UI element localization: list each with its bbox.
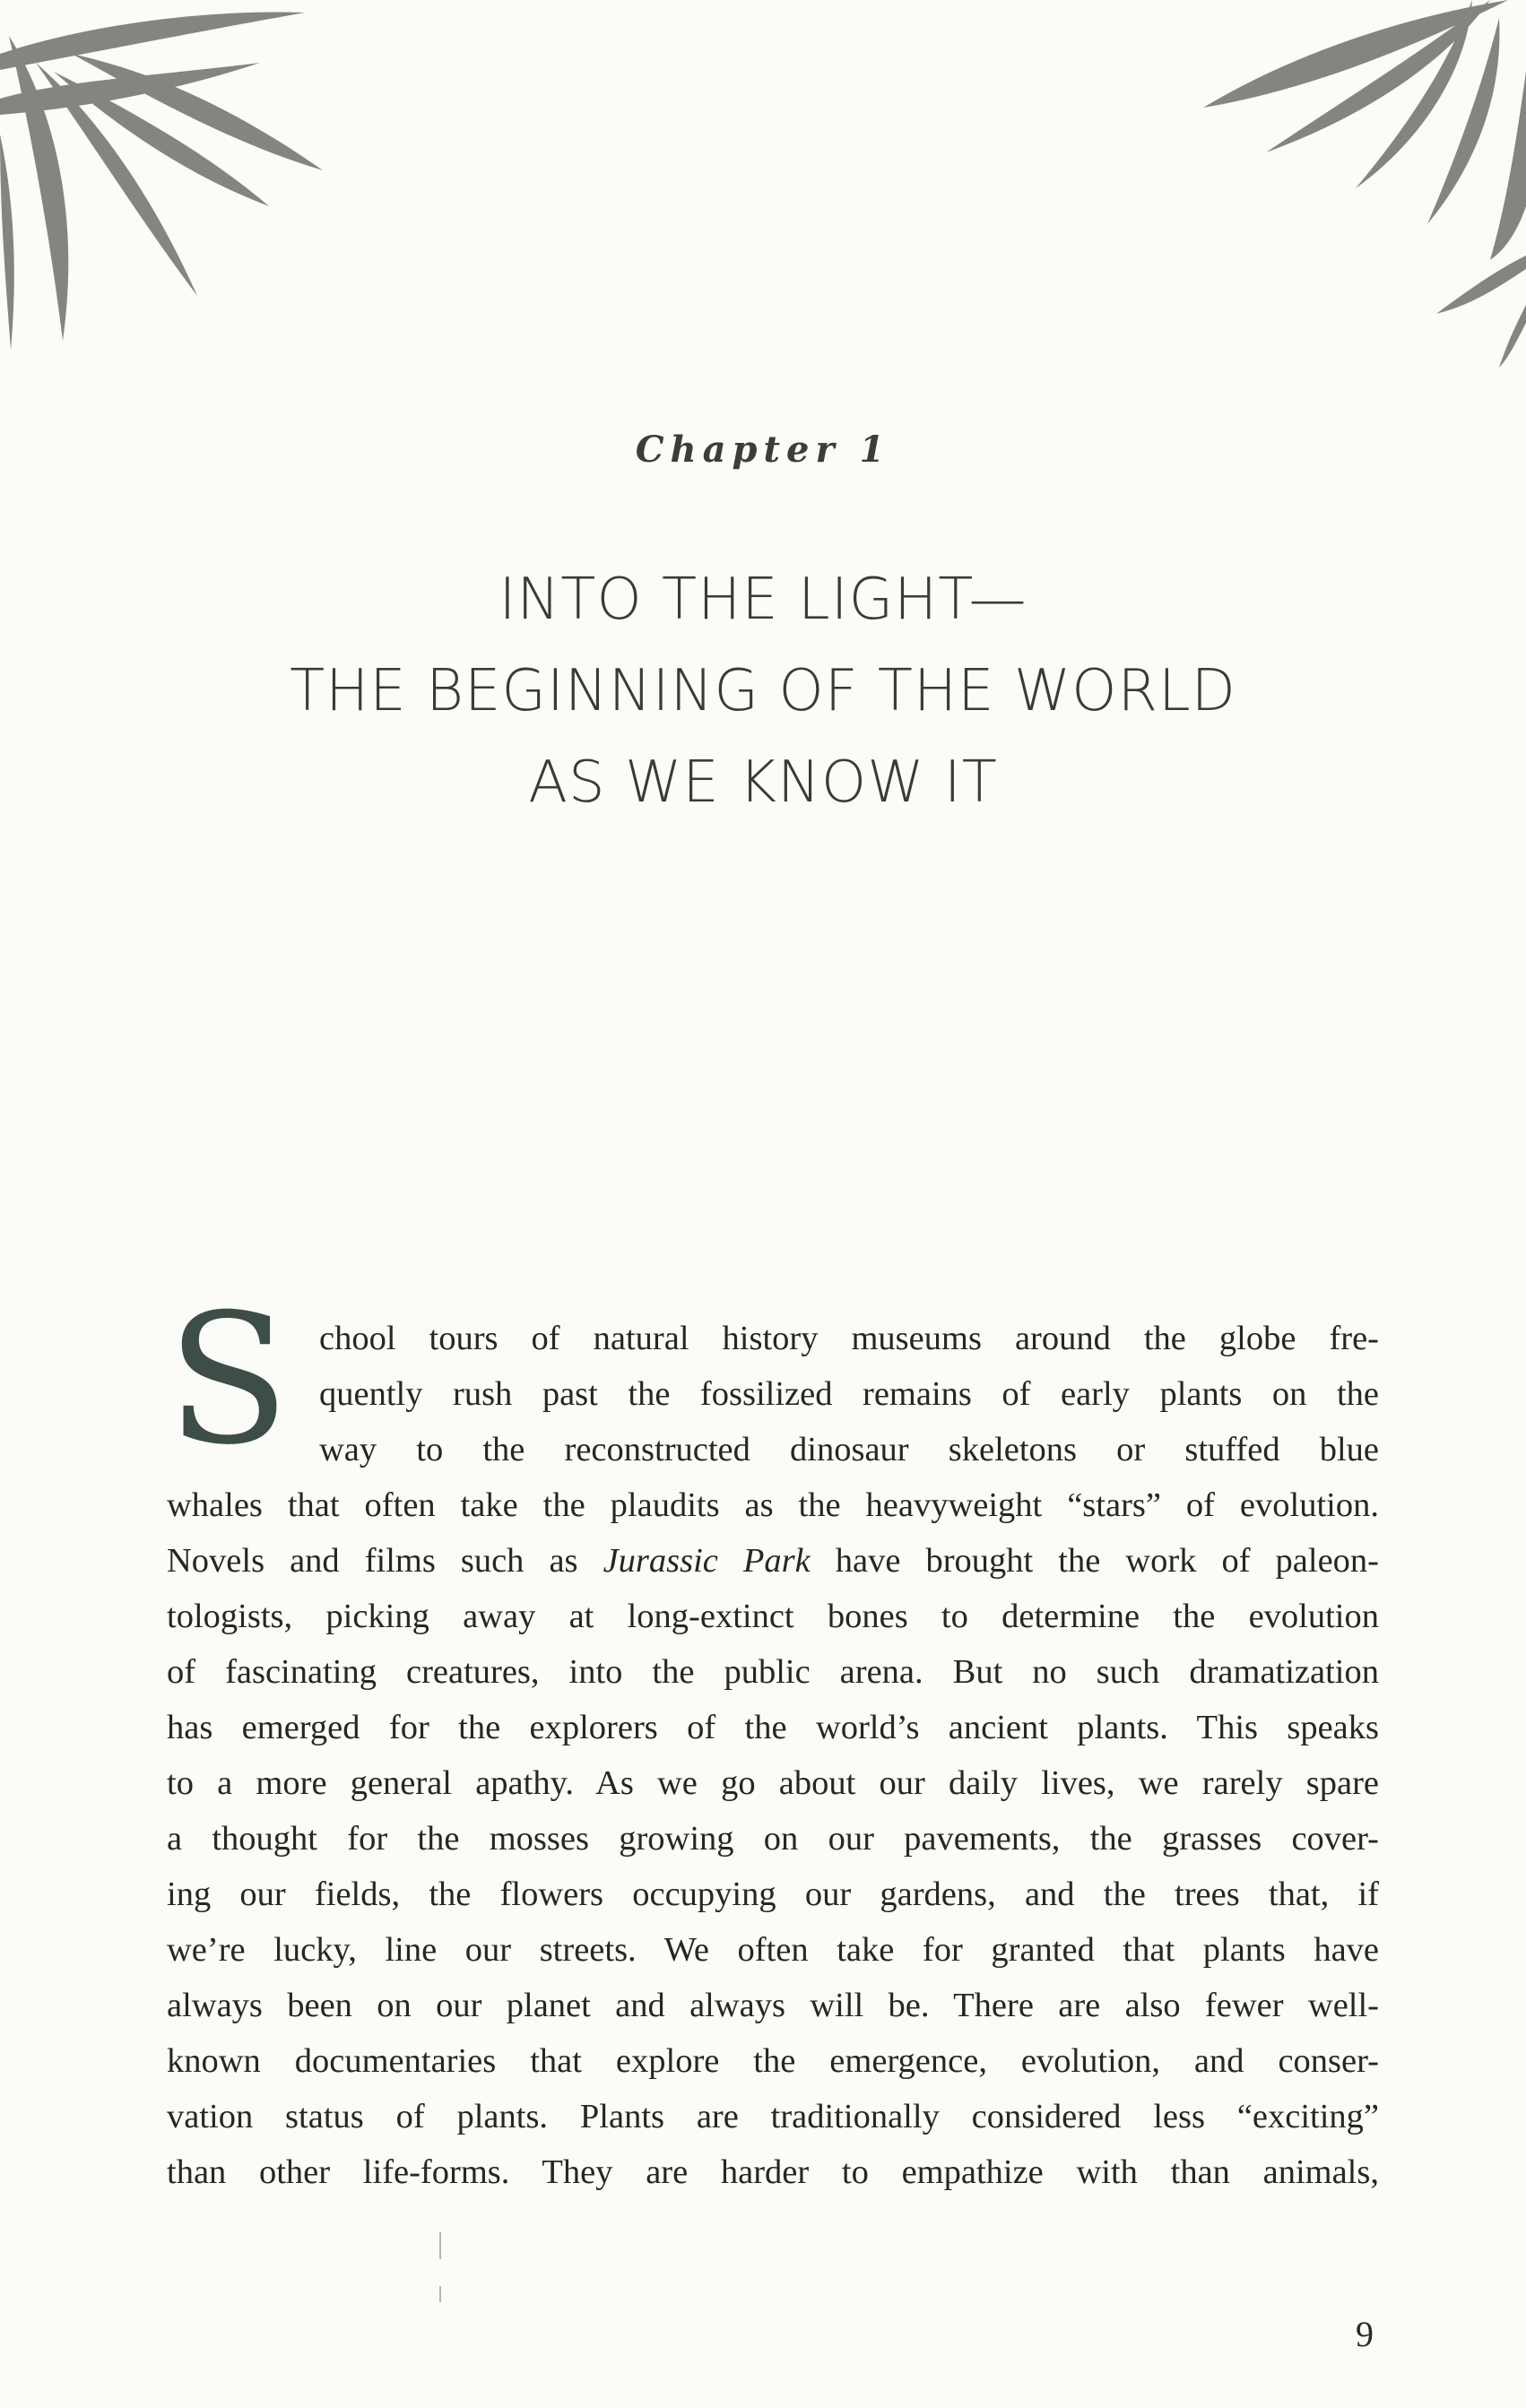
body-line-7: of fascinating creatures, into the public arena. But no such dramatization (167, 1653, 1379, 1691)
body-line-6: tologists, picking away at long-extinct bones to determine the evolution (167, 1598, 1379, 1635)
chapter-title-line-2: THE BEGINNING OF THE WORLD (290, 658, 1236, 724)
palm-leaves-top-left-illustration (0, 0, 341, 377)
body-line-5 (167, 1533, 1379, 1589)
chapter-title-line-1: INTO THE LIGHT— (499, 567, 1027, 633)
chapter-title-line-3: AS WE KNOW IT (528, 749, 998, 816)
drop-cap: S (167, 1276, 290, 1485)
body-line-1: chool tours of natural history museums around the globe fre- (319, 1320, 1379, 1357)
body-line-15: vation status of plants. Plants are traditionally considered less “exciting” (167, 2098, 1379, 2135)
body-line-14: known documentaries that explore the emergence, evolution, and conser- (167, 2042, 1379, 2080)
body-line-13: always been on our planet and always will be. There are also fewer well- (167, 1987, 1379, 2024)
chapter-label: Chapter 1 (635, 429, 891, 471)
body-line-8: has emerged for the explorers of the world’s ancient plants. This speaks (167, 1709, 1379, 1746)
body-line-11: ing our fields, the flowers occupying our gardens, and the trees that, if (167, 1875, 1379, 1913)
body-line-12: we’re lucky, line our streets. We often take for granted that plants have (167, 1931, 1379, 1969)
palm-leaves-top-right-illustration (1131, 0, 1526, 377)
scan-artifact-mark (439, 2286, 441, 2302)
body-line-5-start: Novels and films such as (167, 1542, 603, 1580)
body-line-2: quently rush past the fossilized remains of early plants on the (319, 1375, 1379, 1413)
body-line-9: to a more general apathy. As we go about our daily lives, we rarely spare (167, 1764, 1379, 1802)
body-line-5-end: have brought the work of paleon- (810, 1542, 1379, 1580)
body-line-10: a thought for the mosses growing on our pavements, the grasses cover- (167, 1820, 1379, 1858)
body-line-3: way to the reconstructed dinosaur skeletons or stuffed blue (319, 1431, 1379, 1468)
chapter-title (179, 554, 1347, 828)
page-number: 9 (1356, 2314, 1374, 2354)
scan-artifact-mark (439, 2232, 441, 2259)
book-title-italic: Jurassic Park (603, 1542, 811, 1580)
body-line-4: whales that often take the plaudits as the heavyweight “stars” of evolution. (167, 1486, 1379, 1524)
body-line-16: than other life-forms. They are harder to empathize with than animals, (167, 2153, 1379, 2191)
body-paragraph (167, 1311, 1379, 2200)
